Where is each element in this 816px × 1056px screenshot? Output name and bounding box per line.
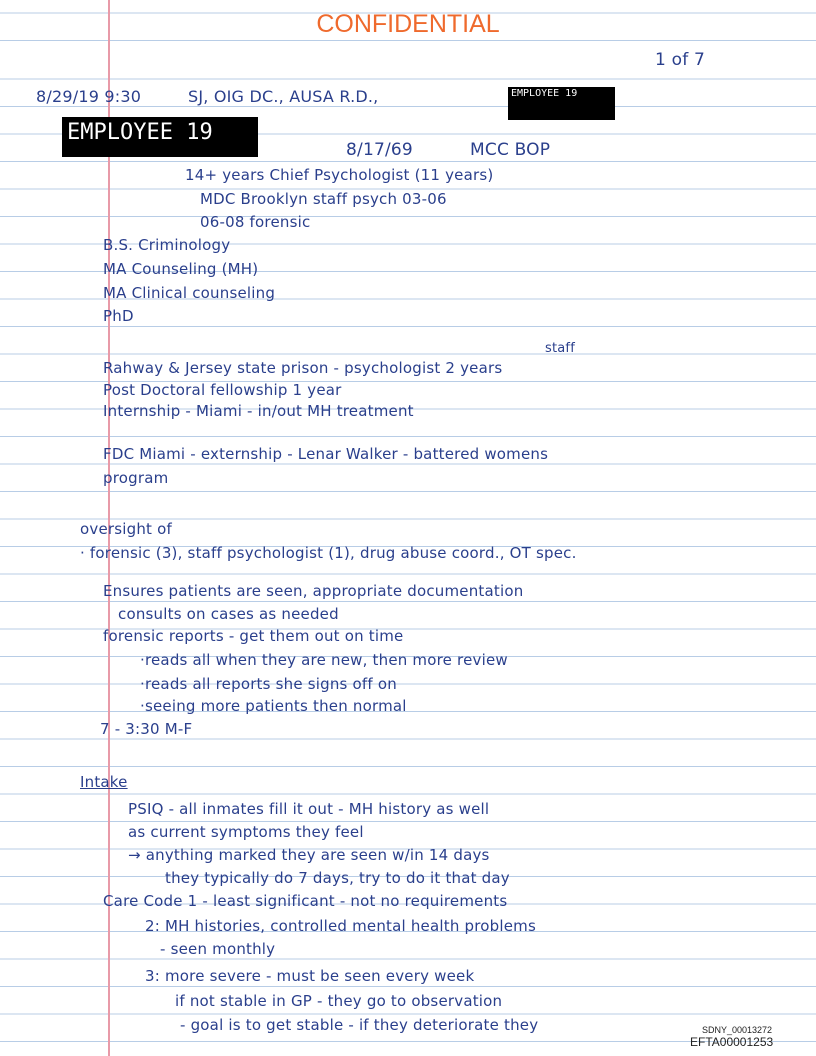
bates-efta: EFTA00001253 xyxy=(690,1035,774,1049)
note-line: Ensures patients are seen, appropriate documentation xyxy=(103,582,524,600)
eod-date: 8/17/69 xyxy=(346,140,413,160)
note-line: forensic reports - get them out on time xyxy=(103,627,404,645)
note-line: PhD xyxy=(103,307,134,325)
note-line: 3: more severe - must be seen every week xyxy=(145,967,475,985)
meeting-date-time: 8/29/19 9:30 xyxy=(36,87,142,106)
note-line: → anything marked they are seen w/in 14 days xyxy=(128,846,490,864)
note-line: ·seeing more patients then normal xyxy=(140,697,407,715)
note-line: if not stable in GP - they go to observation xyxy=(175,992,503,1010)
meeting-attendees: SJ, OIG DC., AUSA R.D., xyxy=(188,87,379,106)
note-line: Post Doctoral fellowship 1 year xyxy=(103,381,342,399)
section-heading-intake: Intake xyxy=(80,773,128,791)
note-line: Internship - Miami - in/out MH treatment xyxy=(103,402,414,420)
note-line: MDC Brooklyn staff psych 03-06 xyxy=(200,190,447,208)
note-line: they typically do 7 days, try to do it that day xyxy=(165,869,510,887)
note-line: consults on cases as needed xyxy=(118,605,339,623)
note-line: 7 - 3:30 M-F xyxy=(100,720,193,738)
note-line: 14+ years Chief Psychologist (11 years) xyxy=(185,166,494,184)
note-line: MA Clinical counseling xyxy=(103,284,276,302)
redaction-box-subject xyxy=(62,117,258,157)
note-line: ·reads all reports she signs off on xyxy=(140,675,397,693)
redaction-box-attendee xyxy=(508,87,615,120)
note-line: Care Code 1 - least significant - not no requirements xyxy=(103,892,508,910)
note-line: Rahway & Jersey state prison - psychologist 2 years xyxy=(103,359,503,377)
note-line: B.S. Criminology xyxy=(103,236,231,254)
note-line: staff xyxy=(545,341,575,356)
note-line: 2: MH histories, controlled mental health problems xyxy=(145,917,536,935)
note-line: ·reads all when they are new, then more review xyxy=(140,651,508,669)
note-line: as current symptoms they feel xyxy=(128,823,364,841)
note-line: · forensic (3), staff psychologist (1), drug abuse coord., OT spec. xyxy=(80,544,577,562)
bates-sdny: SDNY_00013272 xyxy=(702,1025,773,1035)
note-line: oversight of xyxy=(80,520,172,538)
note-line: MA Counseling (MH) xyxy=(103,260,259,278)
note-line: PSIQ - all inmates fill it out - MH history as well xyxy=(128,800,490,818)
redacted-subject-label: EMPLOYEE 19 xyxy=(67,120,213,145)
note-line: 06-08 forensic xyxy=(200,213,311,231)
note-line: program xyxy=(103,469,169,487)
note-line: - seen monthly xyxy=(160,940,276,958)
confidential-stamp: CONFIDENTIAL xyxy=(316,10,500,38)
redacted-attendee-label: EMPLOYEE 19 xyxy=(511,88,578,99)
note-line: - goal is to get stable - if they deteriorate they xyxy=(180,1016,539,1034)
facility: MCC BOP xyxy=(470,140,551,160)
note-line: FDC Miami - externship - Lenar Walker - battered womens xyxy=(103,445,549,463)
page-marker: 1 of 7 xyxy=(655,50,706,70)
